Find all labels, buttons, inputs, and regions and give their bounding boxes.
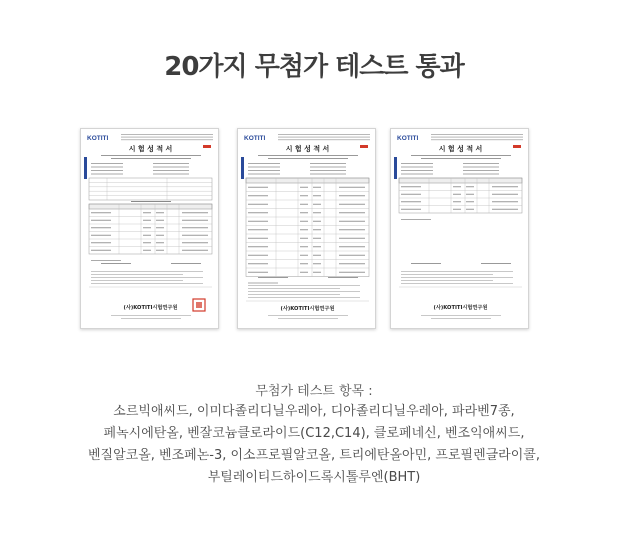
kotiti-logo: KOTITI (244, 135, 266, 142)
test-certificate-1 (80, 128, 219, 329)
page-title: 20가지 무첨가 테스트 통과 (164, 52, 464, 82)
certificate-footer: (사)KOTITI시험연구원 (280, 306, 335, 312)
certificate-heading: 시 험 성 적 서 (285, 145, 330, 153)
certificate-heading: 시 험 성 적 서 (438, 145, 483, 153)
certificate-gallery (80, 128, 568, 331)
test-certificate-3 (390, 128, 529, 329)
test-items-line-1: 소르빅애씨드, 이미다졸리디닐우레아, 디아졸리디닐우레아, 파라벤7종, (113, 404, 515, 419)
test-items-section (0, 380, 628, 489)
certificate-page (238, 129, 377, 330)
certificate-heading: 시 험 성 적 서 (128, 145, 173, 153)
test-items-line-4: 부틸레이티드하이드록시톨루엔(BHT) (207, 470, 421, 485)
certificate-footer: (사)KOTITI시험연구원 (433, 305, 488, 311)
test-certificate-2 (237, 128, 376, 329)
test-items-line-3: 벤질알코올, 벤조페논-3, 이소프로필알코올, 트리에탄올아민, 프로필렌글라이콜, (87, 448, 540, 463)
certificate-page (81, 129, 220, 330)
certificate-page (391, 129, 530, 330)
kotiti-logo: KOTITI (397, 135, 419, 142)
certificate-footer: (사)KOTITI시험연구원 (123, 305, 178, 311)
kotiti-logo: KOTITI (87, 135, 109, 142)
test-items-heading: 무첨가 테스트 항목 : (255, 384, 373, 399)
test-items-line-2: 페녹시에탄올, 벤잘코늄클로라이드(C12,C14), 클로페네신, 벤조익애씨드, (103, 426, 525, 441)
